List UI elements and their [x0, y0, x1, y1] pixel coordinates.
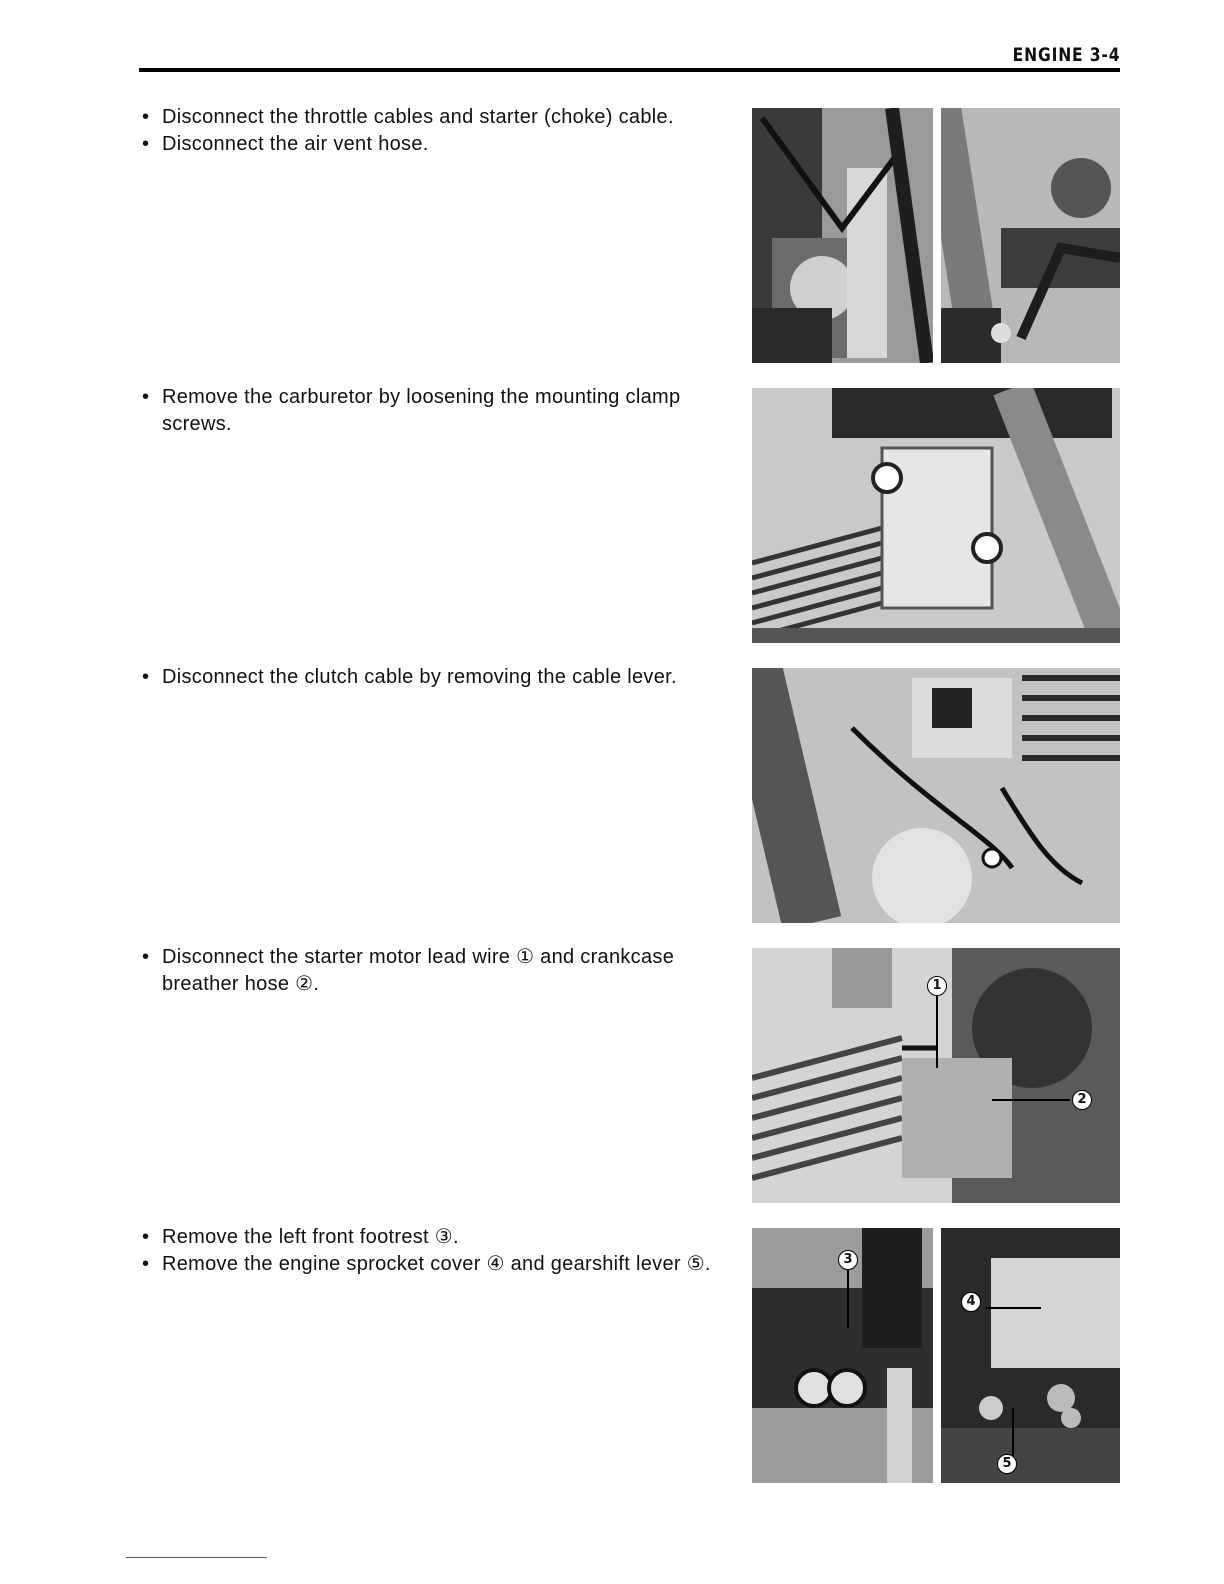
photo-starter-motor-lead — [752, 948, 1120, 1203]
step-3 — [140, 664, 730, 691]
bullet-item: • Remove the engine sprocket cover ④ and gearshift lever ⑤. — [140, 1251, 730, 1278]
step-1 — [140, 104, 730, 158]
photo-left-footrest — [752, 1228, 933, 1483]
step-5 — [140, 1224, 730, 1278]
bullet-item: • Disconnect the clutch cable by removing the cable lever. — [140, 664, 730, 691]
photo-air-vent-hose-right — [941, 108, 1120, 363]
step-4 — [140, 944, 730, 998]
bullet-item: • Disconnect the starter motor lead wire ① and crankcase breather hose ②. — [140, 944, 730, 998]
page-header-title: ENGINE 3-4 — [1012, 44, 1120, 66]
bullet-item: • Remove the left front footrest ③. — [140, 1224, 730, 1251]
bullet-item: • Remove the carburetor by loosening the mounting clamp screws. — [140, 384, 730, 438]
callout-4: 4 — [961, 1292, 981, 1312]
bullet-item: • Disconnect the air vent hose. — [140, 131, 730, 158]
step-2 — [140, 384, 730, 438]
photo-sprocket-cover-gearshift — [941, 1228, 1120, 1483]
footer-link-underline[interactable] — [126, 1557, 267, 1558]
photo-clutch-cable-lever — [752, 668, 1120, 923]
callout-2: 2 — [1072, 1090, 1092, 1110]
bullet-item: • Disconnect the throttle cables and starter (choke) cable. — [140, 104, 730, 131]
callout-1: 1 — [927, 976, 947, 996]
header-rule — [139, 68, 1120, 72]
photo-carburetor-clamp — [752, 388, 1120, 643]
photo-throttle-cables-left — [752, 108, 933, 363]
callout-3: 3 — [838, 1250, 858, 1270]
callout-5: 5 — [997, 1454, 1017, 1474]
